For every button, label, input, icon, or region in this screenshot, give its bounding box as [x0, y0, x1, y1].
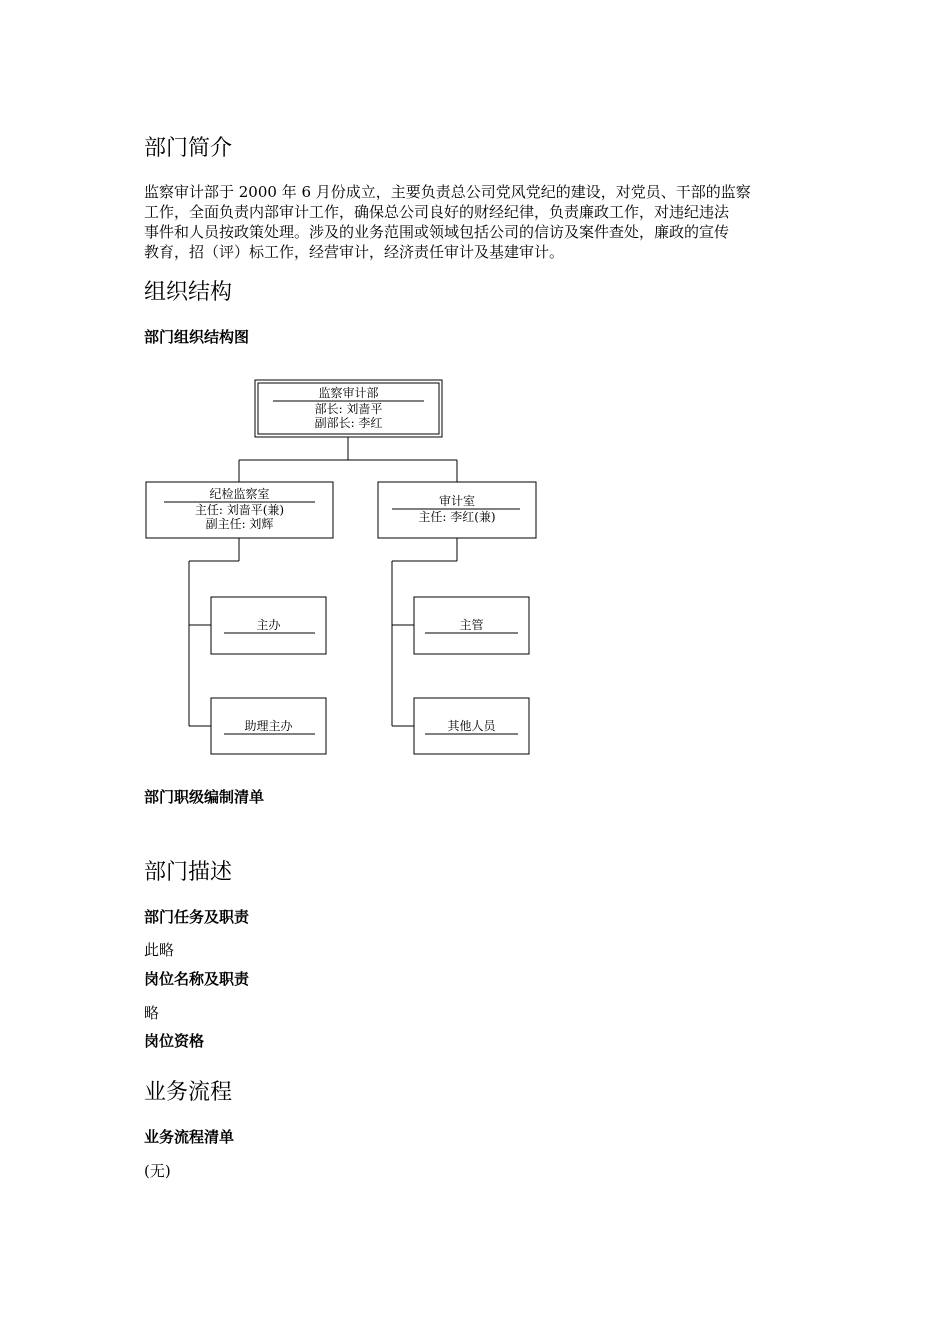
- org-root-line: 副部长: 李红: [314, 416, 383, 430]
- org-left-child-label: 主办: [256, 618, 281, 632]
- org-node-left: [146, 482, 333, 538]
- roster-title: 部门职级编制清单: [144, 788, 265, 806]
- intro-line: 工作，全面负责内部审计工作，确保总公司良好的财经纪律，负责廉政工作，对违纪违法: [144, 203, 730, 221]
- qualifications-title: 岗位资格: [144, 1032, 205, 1050]
- org-node-right: [378, 482, 536, 538]
- duties-title: 部门任务及职责: [144, 908, 250, 926]
- positions-title: 岗位名称及职责: [144, 970, 250, 988]
- org-left-child-label: 助理主办: [244, 719, 293, 733]
- org-left-title: 纪检监察室: [209, 487, 270, 501]
- org-right-line: 主任: 李红(兼): [418, 510, 496, 524]
- process-heading: 业务流程: [144, 1080, 233, 1105]
- process-list-title: 业务流程清单: [144, 1128, 235, 1146]
- org-node-right-child: [414, 698, 529, 754]
- org-heading: 组织结构: [144, 280, 233, 305]
- positions-text: 略: [144, 1004, 160, 1022]
- intro-line: 事件和人员按政策处理。涉及的业务范围或领域包括公司的信访及案件查处，廉政的宣传: [144, 223, 730, 241]
- org-node-left-child: [211, 698, 326, 754]
- org-node-right-child: [414, 597, 529, 654]
- intro-heading: 部门简介: [144, 136, 233, 161]
- org-right-child-label: 主管: [459, 618, 484, 632]
- org-left-line: 主任: 刘啬平(兼): [194, 503, 285, 517]
- org-node-root: [255, 380, 442, 437]
- desc-heading: 部门描述: [144, 860, 233, 885]
- org-root-title: 监察审计部: [318, 386, 379, 400]
- org-connectors: [189, 437, 457, 726]
- intro-line: 教育，招（评）标工作，经营审计，经济责任审计及基建审计。: [144, 243, 565, 261]
- intro-line: 监察审计部于 2000 年 6 月份成立，主要负责总公司党风党纪的建设，对党员、干部的监察: [144, 183, 751, 201]
- org-root-line: 部长: 刘啬平: [314, 402, 383, 416]
- org-right-child-label: 其他人员: [447, 719, 496, 733]
- org-node-left-child: [211, 597, 326, 654]
- process-list-text: (无): [144, 1162, 171, 1180]
- org-right-title: 审计室: [438, 494, 476, 508]
- org-chart-title: 部门组织结构图: [144, 328, 250, 346]
- org-left-line: 副主任: 刘辉: [205, 517, 274, 531]
- duties-text: 此略: [144, 941, 175, 959]
